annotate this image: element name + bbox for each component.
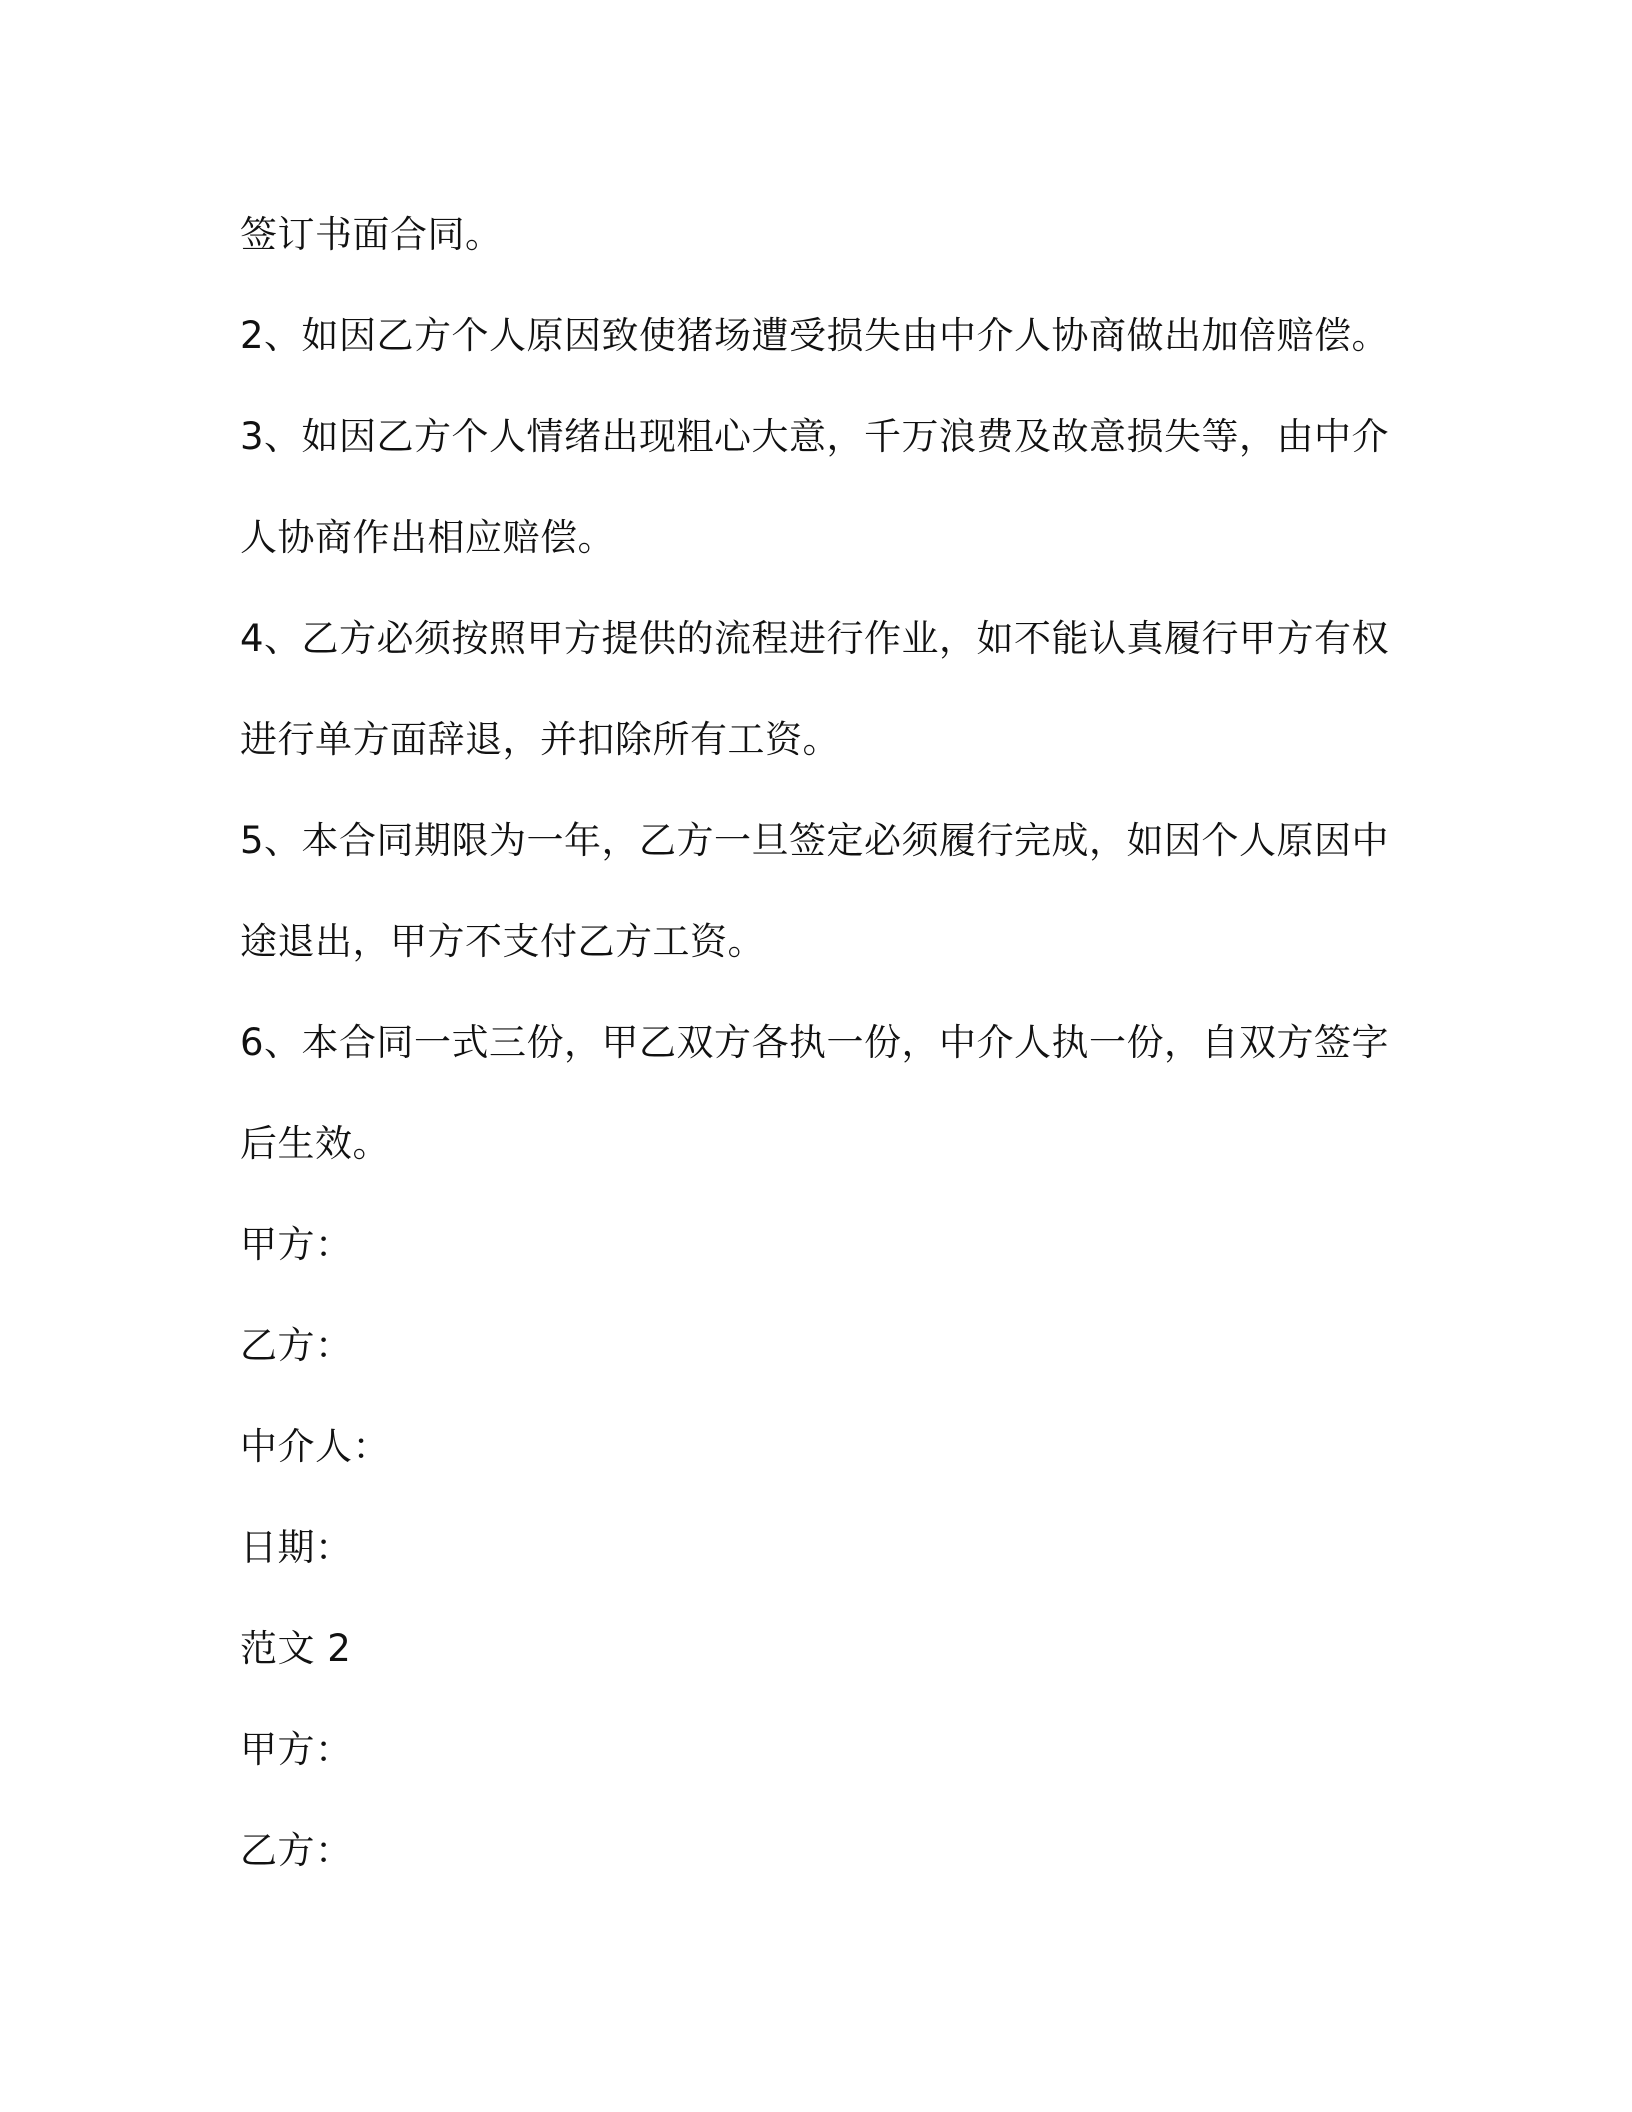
clause-6-line-2: 后生效。 [240, 1122, 390, 1165]
clause-2: 2、如因乙方个人原因致使猪场遭受损失由中介人协商做出加倍赔偿。 [240, 314, 1390, 357]
document-body [240, 184, 1390, 1901]
party-a-label: 甲方： [240, 1223, 353, 1266]
intermediary-label: 中介人： [240, 1425, 390, 1468]
clause-5-line-2: 途退出，甲方不支付乙方工资。 [240, 920, 765, 963]
sample-heading: 范文 2 [240, 1627, 352, 1670]
party-a-label-2: 甲方： [240, 1728, 353, 1771]
clause-5-line-1: 5、本合同期限为一年，乙方一旦签定必须履行完成，如因个人原因中 [240, 819, 1390, 862]
clause-6-line-1: 6、本合同一式三份，甲乙双方各执一份，中介人执一份，自双方签字 [240, 1021, 1390, 1064]
clause-3-line-1: 3、如因乙方个人情绪出现粗心大意，千万浪费及故意损失等，由中介 [240, 415, 1390, 458]
party-b-label-2: 乙方： [240, 1829, 353, 1872]
clause-3-line-2: 人协商作出相应赔偿。 [240, 516, 615, 559]
party-b-label: 乙方： [240, 1324, 353, 1367]
clause-continuation: 签订书面合同。 [240, 213, 503, 256]
clause-4-line-1: 4、乙方必须按照甲方提供的流程进行作业，如不能认真履行甲方有权 [240, 617, 1390, 660]
date-label: 日期： [240, 1526, 353, 1569]
clause-4-line-2: 进行单方面辞退，并扣除所有工资。 [240, 718, 840, 761]
